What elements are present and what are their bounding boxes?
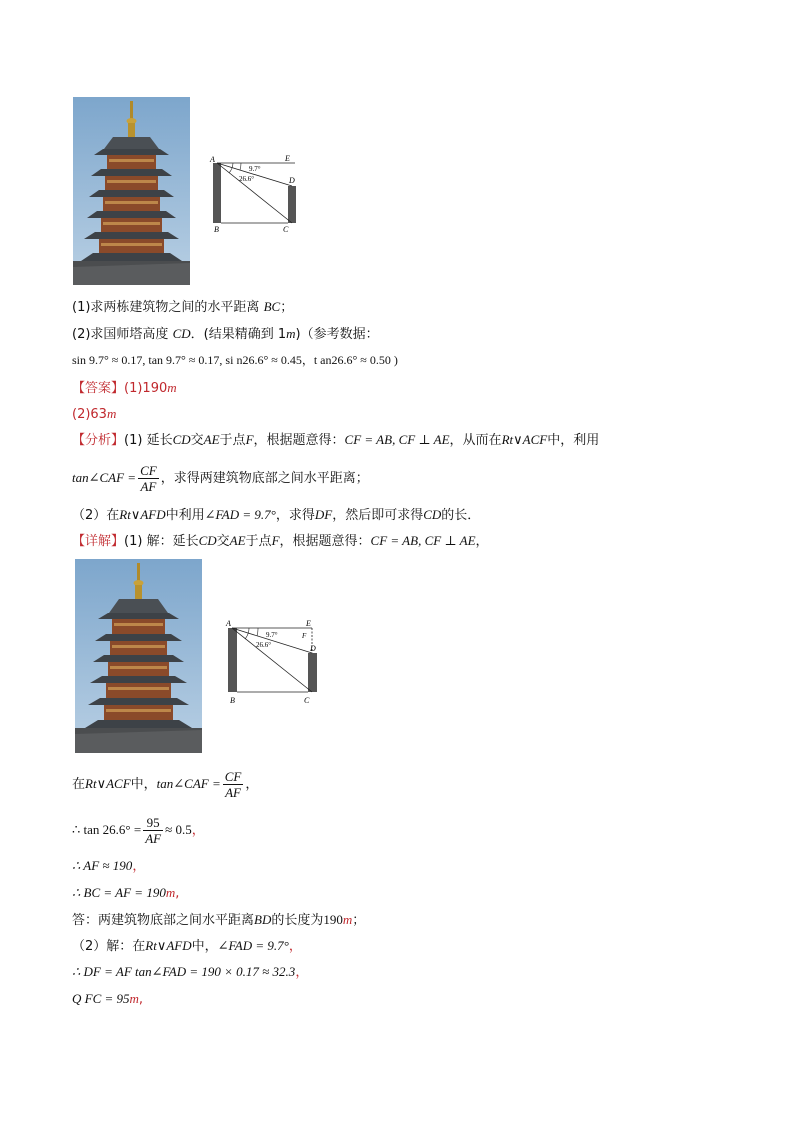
analysis-label: 【分析】 bbox=[72, 433, 125, 448]
text: ， bbox=[475, 534, 489, 549]
text: 中利用 bbox=[165, 508, 205, 523]
answer-line-2 bbox=[72, 404, 116, 425]
label-D: D bbox=[310, 644, 316, 653]
unit: m bbox=[129, 991, 139, 1006]
numerator: 95 bbox=[143, 815, 163, 831]
analysis-line-2 bbox=[72, 458, 369, 498]
text: 于点 bbox=[245, 534, 272, 549]
detail-step-7 bbox=[72, 962, 308, 983]
tan-expression: ∴ tan 26.6° = bbox=[72, 822, 142, 837]
text: ， bbox=[245, 777, 259, 792]
equation: ∴ DF = AF tan∠FAD = 190 × 0.17 ≈ 32.3 bbox=[72, 964, 296, 979]
answer-2-unit: m bbox=[106, 406, 117, 421]
pagoda-illustration-2 bbox=[75, 559, 202, 753]
approx-value: ≈ 0.5 bbox=[165, 822, 192, 837]
var-ae: AE bbox=[229, 533, 246, 548]
fraction-cf-af bbox=[138, 463, 159, 494]
var-df: DF bbox=[314, 507, 333, 522]
text: , bbox=[175, 886, 180, 901]
fraction-95-af bbox=[143, 815, 163, 846]
label-E: E bbox=[285, 154, 290, 163]
detail-label: 【详解】 bbox=[72, 534, 125, 549]
label-C: C bbox=[283, 225, 289, 234]
var-bd: BD bbox=[254, 912, 272, 927]
reference-data: sin 9.7° ≈ 0.17, tan 9.7° ≈ 0.17, si n26.6° ≈ 0.45，t an26.6° ≈ 0.50 ) bbox=[72, 353, 398, 367]
var-cd: CD bbox=[172, 432, 191, 447]
geometry-diagram-2 bbox=[222, 615, 328, 709]
triangle: Rt∨ACF bbox=[501, 432, 548, 447]
question-2 bbox=[72, 324, 379, 345]
text: ，根据题意得： bbox=[253, 433, 345, 448]
answer-line-1 bbox=[72, 378, 177, 399]
text: （2）解：在 bbox=[72, 939, 146, 954]
detail-step-4 bbox=[72, 883, 179, 904]
text: 于点 bbox=[219, 433, 246, 448]
label-D: D bbox=[289, 176, 295, 185]
text: (1) 延长 bbox=[124, 433, 173, 448]
q1-var: BC bbox=[263, 299, 281, 314]
text: ， bbox=[132, 859, 146, 874]
q2-text: (2)求国师塔高度 bbox=[72, 327, 173, 342]
text: 的长度为 bbox=[271, 913, 324, 928]
value: 190 bbox=[323, 912, 343, 927]
denominator: AF bbox=[145, 831, 162, 846]
tan-expression: tan∠CAF = bbox=[156, 776, 221, 791]
fraction-cf-af bbox=[223, 769, 244, 800]
answer-label: 【答案】 bbox=[72, 381, 125, 396]
label-A: A bbox=[226, 619, 231, 628]
angle-label-1: 9.7° bbox=[266, 631, 278, 639]
text: ，求得 bbox=[275, 508, 315, 523]
q2-var: CD bbox=[172, 326, 191, 341]
answer-1-unit: m bbox=[167, 380, 177, 395]
unit: m bbox=[342, 912, 353, 927]
detail-step-5 bbox=[72, 910, 365, 931]
text: ，求得两建筑物底部之间水平距离； bbox=[160, 471, 369, 486]
equation: ∠FAD = 9.7° bbox=[204, 507, 276, 522]
detail-step-8 bbox=[72, 989, 143, 1010]
text: (1) 解：延长 bbox=[124, 534, 199, 549]
label-B: B bbox=[230, 696, 235, 705]
detail-step-6 bbox=[72, 936, 302, 957]
equation: Q FC = 95 bbox=[72, 991, 130, 1006]
text: 交 bbox=[216, 534, 230, 549]
q2-unit: m bbox=[286, 326, 296, 341]
denominator: AF bbox=[140, 479, 157, 494]
text: ，然后即可求得 bbox=[332, 508, 424, 523]
equation: ∴ AF ≈ 190 bbox=[72, 858, 133, 873]
pagoda-illustration bbox=[73, 97, 190, 285]
text: 的长． bbox=[441, 508, 481, 523]
text: ， bbox=[191, 823, 205, 838]
q2-suffix: )（参考数据： bbox=[295, 327, 379, 342]
text: （2）在 bbox=[72, 508, 120, 523]
label-B: B bbox=[214, 225, 219, 234]
numerator: CF bbox=[224, 769, 242, 784]
analysis-line-1 bbox=[72, 430, 599, 451]
unit: m bbox=[165, 885, 176, 900]
tan-expression: tan∠CAF = bbox=[72, 470, 137, 485]
angle-label-2: 26.6° bbox=[239, 175, 255, 183]
text: 中，利用 bbox=[547, 433, 600, 448]
text: ，根据题意得： bbox=[279, 534, 371, 549]
text: 中， bbox=[191, 939, 218, 954]
pagoda-photo-1 bbox=[73, 97, 190, 285]
triangle: Rt∨AFD bbox=[119, 507, 166, 522]
pagoda-photo-2 bbox=[75, 559, 202, 753]
detail-line-1 bbox=[72, 531, 489, 552]
answer-2-value: (2)63 bbox=[72, 407, 107, 422]
text: ， bbox=[288, 939, 302, 954]
geometry-diagram-1 bbox=[205, 150, 305, 236]
label-E: E bbox=[306, 619, 311, 628]
text: ， bbox=[295, 965, 309, 980]
label-C: C bbox=[304, 696, 310, 705]
angle-label-1: 9.7° bbox=[249, 165, 261, 173]
detail-step-2 bbox=[72, 810, 205, 850]
answer-1-value: (1)190 bbox=[124, 381, 168, 396]
text: 答：两建筑物底部之间水平距离 bbox=[72, 913, 255, 928]
var-f: F bbox=[271, 533, 280, 548]
question-1 bbox=[72, 297, 293, 318]
label-A: A bbox=[210, 155, 215, 164]
q2-mid: ．(结果精确到 1 bbox=[190, 327, 287, 342]
var-cd: CD bbox=[198, 533, 217, 548]
var-cd: CD bbox=[423, 507, 442, 522]
text: ； bbox=[352, 913, 366, 928]
diagram-1-svg bbox=[205, 150, 305, 236]
analysis-line-3 bbox=[72, 505, 480, 526]
detail-step-1 bbox=[72, 764, 258, 804]
label-F: F bbox=[302, 632, 307, 640]
text: ，从而在 bbox=[449, 433, 502, 448]
angle-label-2: 26.6° bbox=[256, 641, 272, 649]
text: 在 bbox=[72, 777, 86, 792]
q1-suffix: ； bbox=[280, 300, 294, 315]
q1-text: (1)求两栋建筑物之间的水平距离 bbox=[72, 300, 264, 315]
text: 中， bbox=[130, 777, 157, 792]
detail-step-3 bbox=[72, 856, 145, 877]
diagram-2-svg bbox=[222, 615, 328, 709]
equation: CF = AB, CF ⊥ AE bbox=[344, 432, 450, 447]
equation: ∴ BC = AF = 190 bbox=[72, 885, 166, 900]
text: 交 bbox=[190, 433, 204, 448]
numerator: CF bbox=[140, 463, 157, 478]
var-ae: AE bbox=[203, 432, 220, 447]
triangle: Rt∨ACF bbox=[85, 776, 131, 791]
text: , bbox=[138, 992, 144, 1007]
denominator: AF bbox=[225, 785, 241, 800]
triangle: Rt∨AFD bbox=[145, 938, 192, 953]
equation: CF = AB, CF ⊥ AE bbox=[370, 533, 476, 548]
equation: ∠FAD = 9.7° bbox=[217, 938, 289, 953]
var-f: F bbox=[245, 432, 254, 447]
